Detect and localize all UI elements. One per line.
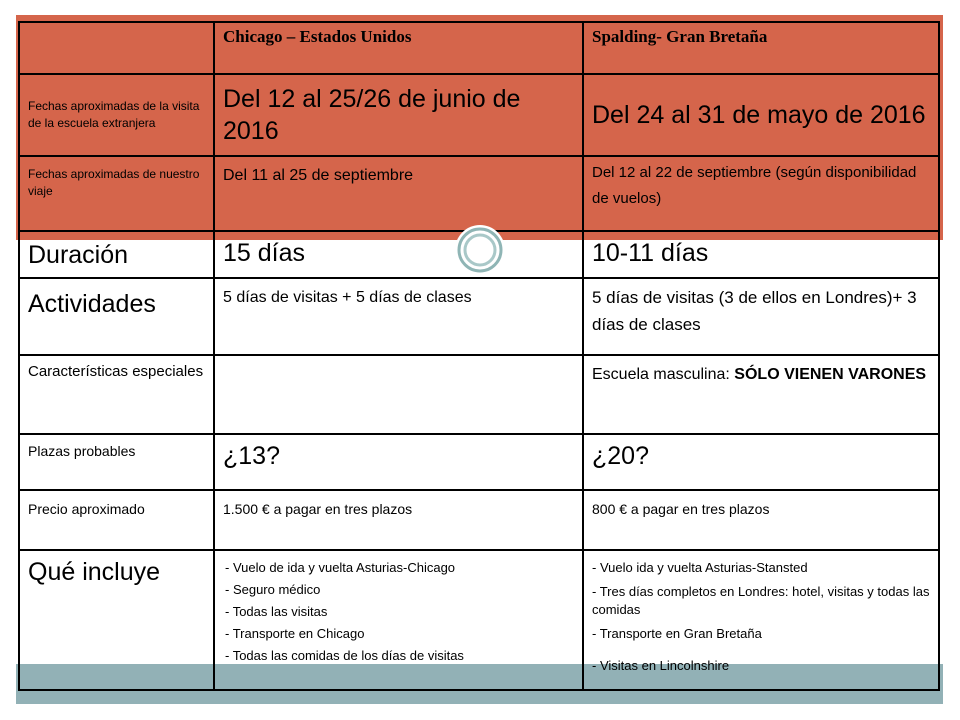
row-trip-dates bbox=[19, 156, 939, 231]
row-visit-dates bbox=[19, 74, 939, 156]
chicago-places: ¿13? bbox=[214, 434, 583, 490]
label-price: Precio aproximado bbox=[19, 490, 214, 550]
chicago-trip-dates: Del 11 al 25 de septiembre bbox=[214, 156, 583, 231]
decorative-circle-icon bbox=[455, 225, 505, 275]
spalding-places: ¿20? bbox=[583, 434, 939, 490]
label-includes: Qué incluye bbox=[19, 550, 214, 690]
header-cell-empty bbox=[19, 22, 214, 74]
spalding-special-text: Escuela masculina: bbox=[592, 366, 735, 383]
header-row bbox=[19, 22, 939, 74]
chicago-includes-list bbox=[214, 550, 583, 690]
header-spalding: Spalding- Gran Bretaña bbox=[583, 22, 939, 74]
label-visit-dates: Fechas aproximadas de la visita de la escuela extranjera bbox=[19, 74, 214, 156]
spalding-activities: 5 días de visitas (3 de ellos en Londres)+ 3 días de clases bbox=[583, 278, 939, 355]
list-item: - Transporte en Gran Bretaña bbox=[592, 626, 762, 641]
chicago-activities: 5 días de visitas + 5 días de clases bbox=[214, 278, 583, 355]
list-item: - Visitas en Lincolnshire bbox=[592, 658, 730, 673]
spalding-includes-list bbox=[583, 550, 939, 690]
spalding-price: 800 € a pagar en tres plazos bbox=[583, 490, 939, 550]
list-item: - Transporte en Chicago bbox=[225, 626, 365, 641]
row-activities bbox=[19, 278, 939, 355]
spalding-special-emphasis: SÓLO VIENEN VARONES bbox=[734, 366, 927, 383]
list-item: - Seguro médico bbox=[225, 582, 321, 597]
list-item: - Vuelo ida y vuelta Asturias-Stansted bbox=[592, 560, 808, 575]
row-includes bbox=[19, 550, 939, 690]
label-duration: Duración bbox=[19, 231, 214, 278]
spalding-visit-dates: Del 24 al 31 de mayo de 2016 bbox=[583, 74, 939, 156]
list-item: - Todas las visitas bbox=[225, 604, 328, 619]
label-trip-dates: Fechas aproximadas de nuestro viaje bbox=[19, 156, 214, 231]
chicago-special bbox=[214, 355, 583, 434]
comparison-table bbox=[18, 21, 940, 691]
header-chicago: Chicago – Estados Unidos bbox=[214, 22, 583, 74]
label-special: Características especiales bbox=[19, 355, 214, 434]
spalding-duration: 10-11 días bbox=[583, 231, 939, 278]
row-price bbox=[19, 490, 939, 550]
chicago-visit-dates: Del 12 al 25/26 de junio de 2016 bbox=[214, 74, 583, 156]
row-special bbox=[19, 355, 939, 434]
chicago-duration: 15 días bbox=[214, 231, 583, 278]
spalding-special bbox=[583, 355, 939, 434]
row-places bbox=[19, 434, 939, 490]
label-places: Plazas probables bbox=[19, 434, 214, 490]
label-activities: Actividades bbox=[19, 278, 214, 355]
spalding-trip-dates: Del 12 al 22 de septiembre (según disponibilidad de vuelos) bbox=[583, 156, 939, 231]
list-item: - Tres días completos en Londres: hotel, visitas y todas las comidas bbox=[592, 584, 930, 617]
chicago-price: 1.500 € a pagar en tres plazos bbox=[214, 490, 583, 550]
list-item: - Vuelo de ida y vuelta Asturias-Chicago bbox=[225, 560, 456, 575]
list-item: - Todas las comidas de los días de visitas bbox=[225, 648, 464, 663]
